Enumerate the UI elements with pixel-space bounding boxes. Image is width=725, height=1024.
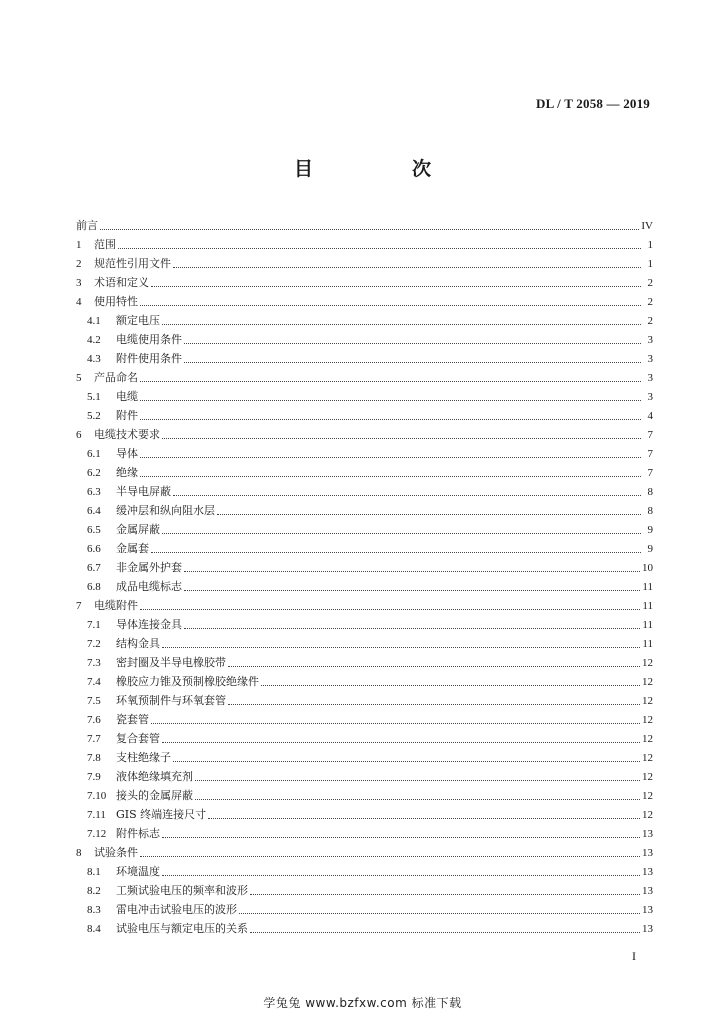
toc-dot-leader (162, 646, 640, 648)
toc-entry-number: 6 (76, 429, 82, 441)
toc-entry-number: 8.2 (87, 885, 101, 897)
toc-dot-leader (100, 228, 639, 230)
toc-entry[interactable] (76, 689, 653, 708)
toc-entry-page: 8 (647, 505, 653, 517)
toc-dot-leader (228, 665, 640, 667)
toc-dot-leader (162, 741, 640, 743)
toc-entry-title: 导体 (116, 447, 138, 460)
toc-entry-number: 6.2 (87, 467, 101, 479)
toc-entry-title: 缓冲层和纵向阻水层 (116, 504, 215, 517)
toc-dot-leader (140, 855, 640, 857)
toc-entry-title: 雷电冲击试验电压的波形 (116, 903, 237, 916)
toc-entry-page: 12 (642, 676, 653, 688)
footer-watermark: 学兔兔 www.bzfxw.com 标准下载 (263, 996, 462, 1010)
toc-entry-page: 11 (642, 638, 653, 650)
toc-entry-number: 6.1 (87, 448, 101, 460)
toc-entry-page: 4 (647, 410, 653, 422)
toc-entry-page: 13 (642, 828, 653, 840)
toc-entry-page: 11 (642, 600, 653, 612)
toc-entry-title: 试验条件 (94, 846, 138, 859)
toc-dot-leader (140, 475, 641, 477)
toc-entry-title: 环氧预制件与环氧套管 (116, 694, 226, 707)
toc-entry-number: 6.7 (87, 562, 101, 574)
toc-entry-page: 9 (647, 543, 653, 555)
toc-entry-number: 8.1 (87, 866, 101, 878)
toc-entry[interactable] (76, 461, 653, 480)
toc-entry[interactable] (76, 347, 653, 366)
toc-entry-title: 范围 (94, 238, 116, 251)
toc-entry-title: 结构金具 (116, 637, 160, 650)
toc-entry-number: 6.8 (87, 581, 101, 593)
toc-entry[interactable] (76, 594, 653, 613)
toc-entry[interactable] (76, 537, 653, 556)
page-title: 目 次 (293, 158, 471, 180)
toc-entry-number: 6.5 (87, 524, 101, 536)
toc-entry-title: 接头的金属屏蔽 (116, 789, 193, 802)
toc-entry-title: 附件使用条件 (116, 352, 182, 365)
toc-entry[interactable] (76, 632, 653, 651)
toc-entry[interactable] (76, 518, 653, 537)
toc-dot-leader (140, 304, 641, 306)
toc-entry-title: 金属屏蔽 (116, 523, 160, 536)
toc-dot-leader (162, 836, 640, 838)
toc-entry-page: 10 (642, 562, 653, 574)
toc-dot-leader (184, 589, 640, 591)
toc-dot-leader (184, 361, 641, 363)
toc-entry[interactable] (76, 708, 653, 727)
toc-entry-page: 2 (647, 277, 653, 289)
toc-entry[interactable] (76, 765, 653, 784)
toc-entry-number: 5.1 (87, 391, 101, 403)
toc-dot-leader (140, 380, 641, 382)
toc-entry[interactable] (76, 328, 653, 347)
toc-entry-number: 7.11 (87, 809, 106, 821)
toc-dot-leader (140, 456, 641, 458)
table-of-contents (76, 214, 653, 936)
toc-entry[interactable] (76, 556, 653, 575)
toc-entry[interactable] (76, 575, 653, 594)
toc-entry-number: 7.6 (87, 714, 101, 726)
toc-entry-title: 半导电屏蔽 (116, 485, 171, 498)
toc-entry-page: 13 (642, 847, 653, 859)
toc-entry-number: 6.6 (87, 543, 101, 555)
toc-entry[interactable] (76, 404, 653, 423)
toc-dot-leader (162, 437, 641, 439)
toc-entry-page: 12 (642, 695, 653, 707)
toc-entry[interactable] (76, 860, 653, 879)
toc-dot-leader (118, 247, 641, 249)
toc-entry-page: 12 (642, 657, 653, 669)
toc-entry-page: 1 (647, 258, 653, 270)
toc-entry-number: 7.3 (87, 657, 101, 669)
toc-dot-leader (195, 798, 640, 800)
toc-entry-number: 7.4 (87, 676, 101, 688)
toc-entry-page: 13 (642, 904, 653, 916)
toc-entry-page: 12 (642, 771, 653, 783)
toc-entry-number: 7.12 (87, 828, 107, 840)
toc-entry-page: 2 (647, 315, 653, 327)
toc-entry-number: 4 (76, 296, 82, 308)
toc-entry[interactable] (76, 480, 653, 499)
toc-entry-title: 额定电压 (116, 314, 160, 327)
toc-entry-page: 3 (647, 353, 653, 365)
toc-entry-title: 支柱绝缘子 (116, 751, 171, 764)
standard-code: DL / T 2058 — 2019 (535, 96, 650, 111)
toc-entry[interactable] (76, 727, 653, 746)
toc-dot-leader (173, 760, 640, 762)
toc-entry-title: 电缆使用条件 (116, 333, 182, 346)
toc-entry-page: 13 (642, 885, 653, 897)
toc-entry[interactable] (76, 746, 653, 765)
toc-entry-title: 橡胶应力锥及预制橡胶绝缘件 (116, 675, 259, 688)
toc-entry[interactable] (76, 879, 653, 898)
toc-entry[interactable] (76, 670, 653, 689)
toc-entry-title: 电缆技术要求 (94, 428, 160, 441)
toc-entry-number: 7.9 (87, 771, 101, 783)
toc-entry-number: 8.3 (87, 904, 101, 916)
toc-entry-number: 7.10 (87, 790, 107, 802)
toc-entry-number: 7.5 (87, 695, 101, 707)
toc-entry[interactable] (76, 309, 653, 328)
toc-dot-leader (261, 684, 640, 686)
toc-entry[interactable] (76, 271, 653, 290)
toc-entry-title: 附件标志 (116, 827, 160, 840)
toc-entry-page: 1 (647, 239, 653, 251)
toc-dot-leader (140, 399, 641, 401)
toc-entry-title: 成品电缆标志 (116, 580, 182, 593)
toc-entry-number: 1 (76, 239, 82, 251)
toc-entry[interactable] (76, 385, 653, 404)
toc-entry-title: 工频试验电压的频率和波形 (116, 884, 248, 897)
toc-dot-leader (173, 266, 641, 268)
toc-entry-page: IV (641, 220, 653, 232)
toc-entry-number: 8.4 (87, 923, 101, 935)
toc-entry-number: 8 (76, 847, 82, 859)
toc-entry[interactable] (76, 252, 653, 271)
toc-entry[interactable] (76, 784, 653, 803)
toc-entry-number: 4.2 (87, 334, 101, 346)
toc-entry-title: 液体绝缘填充剂 (116, 770, 193, 783)
toc-dot-leader (250, 931, 640, 933)
toc-dot-leader (151, 285, 641, 287)
toc-entry-title: 瓷套管 (116, 713, 149, 726)
toc-entry[interactable] (76, 898, 653, 917)
toc-entry-number: 5 (76, 372, 82, 384)
toc-entry-number: 7.2 (87, 638, 101, 650)
toc-entry[interactable] (76, 290, 653, 309)
toc-dot-leader (162, 532, 641, 534)
toc-entry-number: 5.2 (87, 410, 101, 422)
toc-entry-title: 密封圈及半导电橡胶带 (116, 656, 226, 669)
toc-entry-page: 13 (642, 866, 653, 878)
toc-entry-number: 4.1 (87, 315, 101, 327)
toc-entry[interactable] (76, 613, 653, 632)
toc-entry-page: 12 (642, 714, 653, 726)
toc-dot-leader (250, 893, 640, 895)
toc-dot-leader (184, 627, 640, 629)
toc-entry-title: 复合套管 (116, 732, 160, 745)
toc-dot-leader (151, 551, 641, 553)
toc-entry-number: 3 (76, 277, 82, 289)
toc-entry-page: 11 (642, 619, 653, 631)
toc-entry-page: 3 (647, 372, 653, 384)
toc-entry-page: 12 (642, 733, 653, 745)
toc-entry-page: 7 (647, 448, 653, 460)
toc-entry-title: 电缆附件 (94, 599, 138, 612)
toc-entry-page: 12 (642, 752, 653, 764)
toc-entry-title: 环境温度 (116, 865, 160, 878)
toc-entry[interactable] (76, 442, 653, 461)
toc-entry-page: 12 (642, 809, 653, 821)
toc-entry-title: GIS 终端连接尺寸 (116, 808, 207, 821)
toc-dot-leader (184, 342, 641, 344)
toc-entry-title: 电缆 (116, 390, 138, 403)
toc-entry-page: 13 (642, 923, 653, 935)
toc-entry-number: 6.4 (87, 505, 101, 517)
toc-entry[interactable] (76, 803, 653, 822)
toc-dot-leader (184, 570, 640, 572)
toc-entry-page: 7 (647, 467, 653, 479)
toc-entry-page: 7 (647, 429, 653, 441)
toc-entry-title: 试验电压与额定电压的关系 (116, 922, 248, 935)
toc-entry-number: 2 (76, 258, 82, 270)
toc-entry[interactable] (76, 841, 653, 860)
toc-entry[interactable] (76, 499, 653, 518)
toc-entry[interactable] (76, 651, 653, 670)
toc-entry[interactable] (76, 366, 653, 385)
toc-entry-page: 2 (647, 296, 653, 308)
toc-dot-leader (173, 494, 641, 496)
toc-dot-leader (217, 513, 641, 515)
toc-entry-number: 7 (76, 600, 82, 612)
toc-entry-page: 9 (647, 524, 653, 536)
toc-dot-leader (162, 874, 640, 876)
toc-entry-number: 7.7 (87, 733, 101, 745)
toc-entry-page: 3 (647, 391, 653, 403)
toc-entry[interactable] (76, 423, 653, 442)
toc-entry-number: 4.3 (87, 353, 101, 365)
page-number: I (632, 949, 636, 963)
toc-entry-page: 3 (647, 334, 653, 346)
toc-entry-number: 7.1 (87, 619, 101, 631)
toc-dot-leader (208, 817, 640, 819)
toc-entry-page: 8 (647, 486, 653, 498)
toc-entry-title: 产品命名 (94, 371, 138, 384)
toc-entry-page: 11 (642, 581, 653, 593)
toc-dot-leader (228, 703, 640, 705)
toc-dot-leader (140, 608, 640, 610)
toc-dot-leader (151, 722, 640, 724)
toc-entry-title: 规范性引用文件 (94, 257, 171, 270)
toc-dot-leader (140, 418, 641, 420)
toc-entry[interactable] (76, 822, 653, 841)
toc-entry-title: 金属套 (116, 542, 149, 555)
toc-entry-number: 6.3 (87, 486, 101, 498)
toc-entry-number: 7.8 (87, 752, 101, 764)
toc-entry-title: 绝缘 (116, 466, 138, 479)
toc-entry-page: 12 (642, 790, 653, 802)
toc-entry[interactable] (76, 214, 653, 233)
toc-dot-leader (162, 323, 641, 325)
toc-dot-leader (239, 912, 640, 914)
toc-entry[interactable] (76, 233, 653, 252)
toc-entry-title: 术语和定义 (94, 276, 149, 289)
toc-entry-title: 导体连接金具 (116, 618, 182, 631)
toc-entry[interactable] (76, 917, 653, 936)
toc-entry-title: 附件 (116, 409, 138, 422)
toc-entry-title: 使用特性 (94, 295, 138, 308)
toc-entry-title: 非金属外护套 (116, 561, 182, 574)
toc-entry-title: 前言 (76, 219, 98, 232)
toc-dot-leader (195, 779, 640, 781)
